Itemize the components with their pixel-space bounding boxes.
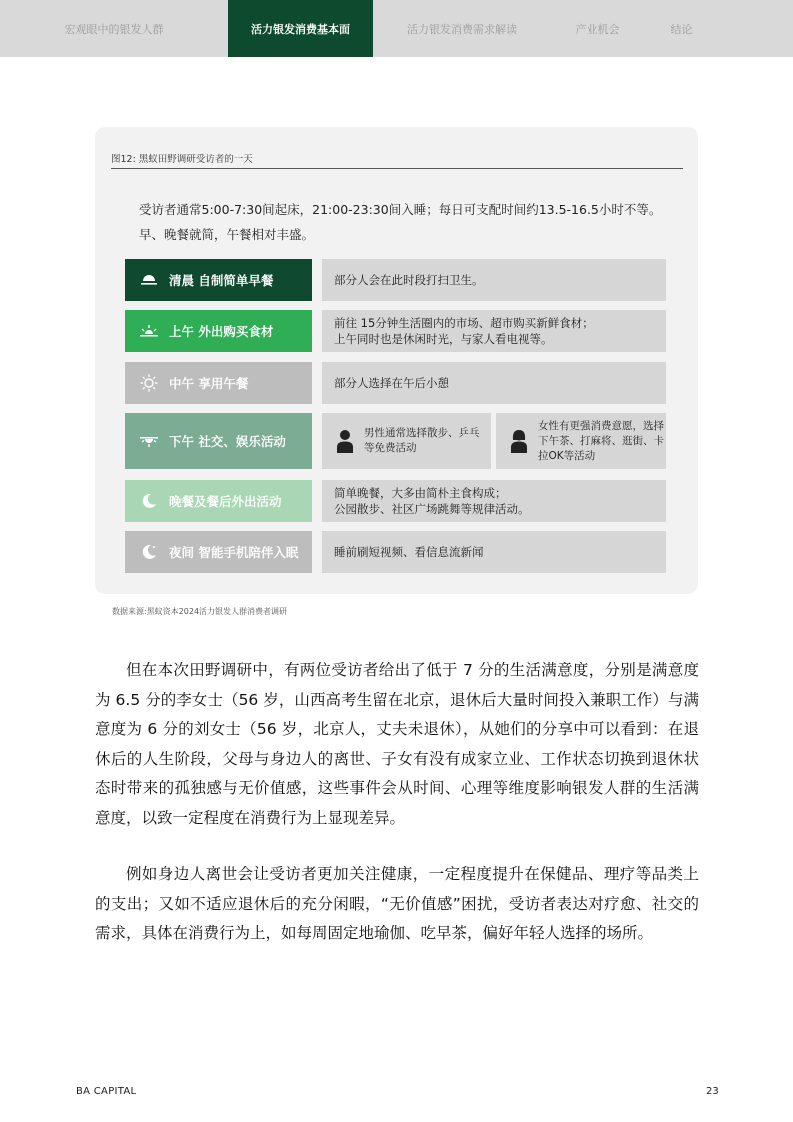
page-number: 23 xyxy=(706,1086,719,1097)
sunrise-icon xyxy=(139,272,159,288)
intro-line-1: 受访者通常5:00-7:30间起床，21:00-23:30间入睡；每日可支配时间约13.5-16.5小时不等。 xyxy=(139,202,662,217)
male-person-icon xyxy=(334,429,356,453)
row-label: 上午 外出购买食材 xyxy=(125,310,312,352)
row-description: 前往 15分钟生活圈内的市场、超市购买新鲜食材； 上午同时也是休闲时光，与家人看电视等。 xyxy=(322,310,666,352)
tab-conclusion[interactable]: 结论 xyxy=(670,22,693,36)
moon-icon xyxy=(139,493,159,509)
row-label: 清晨 自制简单早餐 xyxy=(125,259,312,301)
intro-line-2: 早、晚餐就简，午餐相对丰盛。 xyxy=(139,227,315,242)
tab-macro-view[interactable]: 宏观眼中的银发人群 xyxy=(64,22,164,36)
row-description: 睡前刷短视频、看信息流新闻 xyxy=(322,531,666,573)
female-activity-box: 女性有更强消费意愿，选择下午茶、打麻将、逛街、卡拉OK等活动 xyxy=(496,413,666,469)
row-description: 部分人选择在午后小憩 xyxy=(322,362,666,404)
noon-sun-icon xyxy=(139,375,159,391)
body-paragraph-1: 但在本次田野调研中，有两位受访者给出了低于 7 分的生活满意度，分别是满意度为 6.5 分的李女士（56 岁，山西高考生留在北京，退休后大量时间投入兼职工作）与满意度为 6 分的刘女士（56 岁，北京人，丈夫未退休），从她们的分享中可以看到：在退休后的人生阶段，父母与身边人的离世、子女有没有成家立业、工作状态切换到退休状态时带来的孤独感与无价值感，这些事件会从时间、心理等维度影响银发人群的生活满意度，以致一定程度在消费行为上显现差异。 xyxy=(95,661,699,827)
figure-title: 图12: 黑蚁田野调研受访者的一天 xyxy=(111,154,253,165)
figure-card xyxy=(95,127,698,594)
male-activity-box: 男性通常选择散步、乒乓等免费活动 xyxy=(322,413,491,469)
row-description: 部分人会在此时段打扫卫生。 xyxy=(322,259,666,301)
row-label: 晚餐及餐后外出活动 xyxy=(125,480,312,522)
figure-divider xyxy=(111,168,683,169)
figure-intro xyxy=(139,197,679,247)
moon-star-icon xyxy=(139,544,159,560)
tab-consumption-fundamentals[interactable]: 活力银发消费基本面 xyxy=(228,0,373,57)
body-paragraph-2: 例如身边人离世会让受访者更加关注健康，一定程度提升在保健品、理疗等品类上的支出；又如不适应退休后的充分闲暇，“无价值感”困扰，受访者表达对疗愈、社交的需求，具体在消费行为上，如每周固定地瑜伽、吃早茶，偏好年轻人选择的场所。 xyxy=(95,865,699,942)
sunset-icon xyxy=(139,433,159,449)
footer-brand: BA CAPITAL xyxy=(76,1086,137,1097)
row-label: 中午 享用午餐 xyxy=(125,362,312,404)
top-nav xyxy=(0,0,793,57)
tab-demand-interpretation[interactable]: 活力银发消费需求解读 xyxy=(407,22,517,36)
figure-source: 数据来源:黑蚁资本2024活力银发人群消费者调研 xyxy=(112,607,288,616)
row-label: 夜间 智能手机陪伴入眠 xyxy=(125,531,312,573)
morning-sun-icon xyxy=(139,323,159,339)
female-person-icon xyxy=(508,429,530,453)
row-description: 简单晚餐，大多由简朴主食构成； 公园散步、社区广场跳舞等规律活动。 xyxy=(322,480,666,522)
row-label: 下午 社交、娱乐活动 xyxy=(125,413,312,469)
tab-industry-opportunity[interactable]: 产业机会 xyxy=(575,22,620,36)
